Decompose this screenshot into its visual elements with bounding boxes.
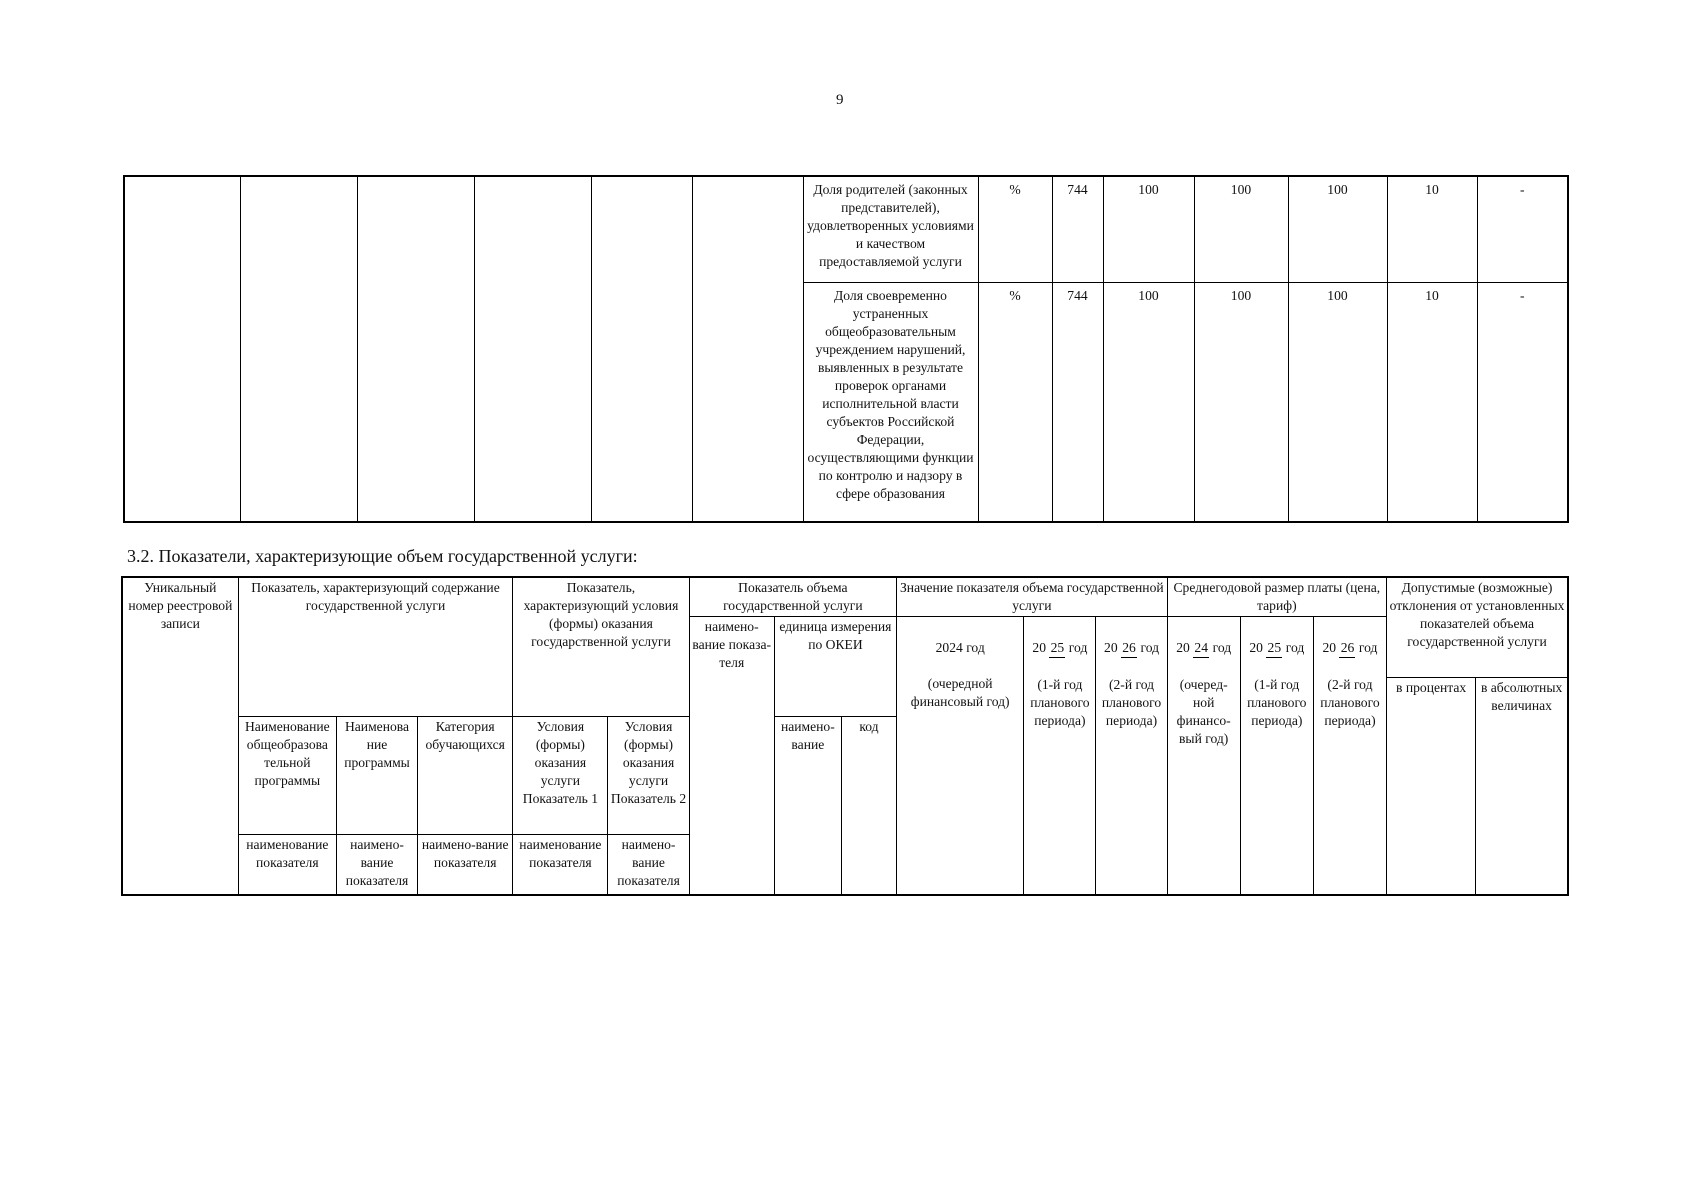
- year-word: год: [1358, 640, 1378, 655]
- unit-name-header: наимено-вание: [774, 717, 841, 895]
- indicator-name-cell: Доля своевременно устраненных общеобразовательным учреждением нарушений, выявленных в результате проверок органами исполнительной власти субъектов Российской Федерации, осуществляющими функции по контролю и надзору в сфере образования: [803, 282, 978, 522]
- okei-code-cell: 744: [1052, 282, 1103, 522]
- deviation-percent-cell: 10: [1387, 176, 1477, 282]
- value-2026-cell: 100: [1288, 282, 1387, 522]
- year-prefix: 20: [1104, 640, 1118, 655]
- year-word: год: [1068, 640, 1088, 655]
- value-2026-header: [1096, 617, 1167, 895]
- year-prefix: 20: [1032, 640, 1046, 655]
- unit-cell: %: [978, 176, 1052, 282]
- unit-cell: %: [978, 282, 1052, 522]
- empty-cell: [591, 176, 692, 522]
- indicator-name-cell: Доля родителей (законных представителей), удовлетворенных условиями и качеством предоставляемой услуги: [803, 176, 978, 282]
- fee-2025-note: (1-й год планового периода): [1247, 677, 1307, 728]
- empty-cell: [357, 176, 474, 522]
- fee-2024-header: [1167, 617, 1240, 895]
- registry-number-header: Уникальный номер реестровой записи: [122, 577, 238, 895]
- deviation-absolute-cell: -: [1477, 176, 1568, 282]
- value-2024-cell: 100: [1103, 282, 1194, 522]
- quality-indicators-table: [123, 175, 1569, 523]
- empty-cell: [240, 176, 357, 522]
- year-word: год: [1285, 640, 1305, 655]
- indicator-name-label: наимено-вание показателя: [608, 835, 689, 895]
- value-2024-note: (очередной финансовый год): [910, 676, 1010, 709]
- indicator-name-label: наимено-вание показателя: [336, 835, 417, 895]
- volume-name-header: наимено-вание показа-теля: [689, 617, 774, 895]
- deviation-absolute-cell: -: [1477, 282, 1568, 522]
- okei-unit-header: единица измерения по ОКЕИ: [774, 617, 896, 717]
- unit-code-header: код: [841, 717, 896, 895]
- indicator-name-label: наименование показателя: [238, 835, 336, 895]
- value-2026-cell: 100: [1288, 176, 1387, 282]
- fee-2026-note: (2-й год планового периода): [1320, 677, 1380, 728]
- year-suffix: 24: [1193, 639, 1209, 658]
- fee-2025-header: [1240, 617, 1313, 895]
- conditions-indicator-header: Показатель, характеризующий условия (формы) оказания государственной услуги: [513, 577, 689, 717]
- year-suffix: 25: [1049, 639, 1065, 658]
- empty-cell: [692, 176, 803, 522]
- value-2026-note: (2-й год планового периода): [1101, 677, 1162, 728]
- value-header: Значение показателя объема государственной услуги: [897, 577, 1168, 617]
- table-row: [122, 577, 1568, 617]
- year-suffix: 26: [1121, 639, 1137, 658]
- year-suffix: 25: [1266, 639, 1282, 658]
- section-heading: 3.2. Показатели, характеризующие объем государственной услуги:: [127, 546, 638, 566]
- value-2025-cell: 100: [1194, 176, 1288, 282]
- empty-cell: [474, 176, 591, 522]
- deviation-absolute-header: в абсолютных величинах: [1476, 678, 1568, 895]
- value-2025-cell: 100: [1194, 282, 1288, 522]
- content-indicator-header: Показатель, характеризующий содержание государственной услуги: [238, 577, 513, 717]
- deviation-percent-header: в процентах: [1387, 678, 1476, 895]
- year-prefix: 20: [1176, 640, 1190, 655]
- fee-2024-note: (очеред-ной финансо-вый год): [1176, 677, 1231, 746]
- program-header: Наименова ние программы: [336, 717, 417, 835]
- value-2024-cell: 100: [1103, 176, 1194, 282]
- deviation-percent-cell: 10: [1387, 282, 1477, 522]
- condition-2-header: Условия (формы) оказания услуги Показатель 2: [608, 717, 689, 835]
- value-2024-year: 2024 год: [935, 640, 985, 655]
- program-name-header: Наименование общеобразова тельной программы: [238, 717, 336, 835]
- page-number: 9: [836, 92, 844, 108]
- value-2025-note: (1-й год планового периода): [1030, 677, 1090, 728]
- value-2024-header: [897, 617, 1024, 895]
- year-suffix: 26: [1339, 639, 1355, 658]
- volume-indicator-header: Показатель объема государственной услуги: [689, 577, 896, 617]
- deviation-header: Допустимые (возможные) отклонения от установленных показателей объема государственной услуги: [1387, 577, 1568, 678]
- empty-cell: [124, 176, 240, 522]
- indicator-name-label: наимено-вание показателя: [418, 835, 513, 895]
- year-prefix: 20: [1322, 640, 1337, 655]
- table-row: [124, 176, 1568, 282]
- student-category-header: Категория обучающихся: [418, 717, 513, 835]
- indicator-name-label: наименование показателя: [513, 835, 608, 895]
- volume-indicators-table: [121, 576, 1569, 896]
- okei-code-cell: 744: [1052, 176, 1103, 282]
- year-word: год: [1140, 640, 1160, 655]
- fee-2026-header: [1313, 617, 1386, 895]
- year-prefix: 20: [1249, 640, 1263, 655]
- value-2025-header: [1024, 617, 1096, 895]
- condition-1-header: Условия (формы) оказания услуги Показатель 1: [513, 717, 608, 835]
- year-word: год: [1212, 640, 1232, 655]
- fee-header: Среднегодовой размер платы (цена, тариф): [1167, 577, 1386, 617]
